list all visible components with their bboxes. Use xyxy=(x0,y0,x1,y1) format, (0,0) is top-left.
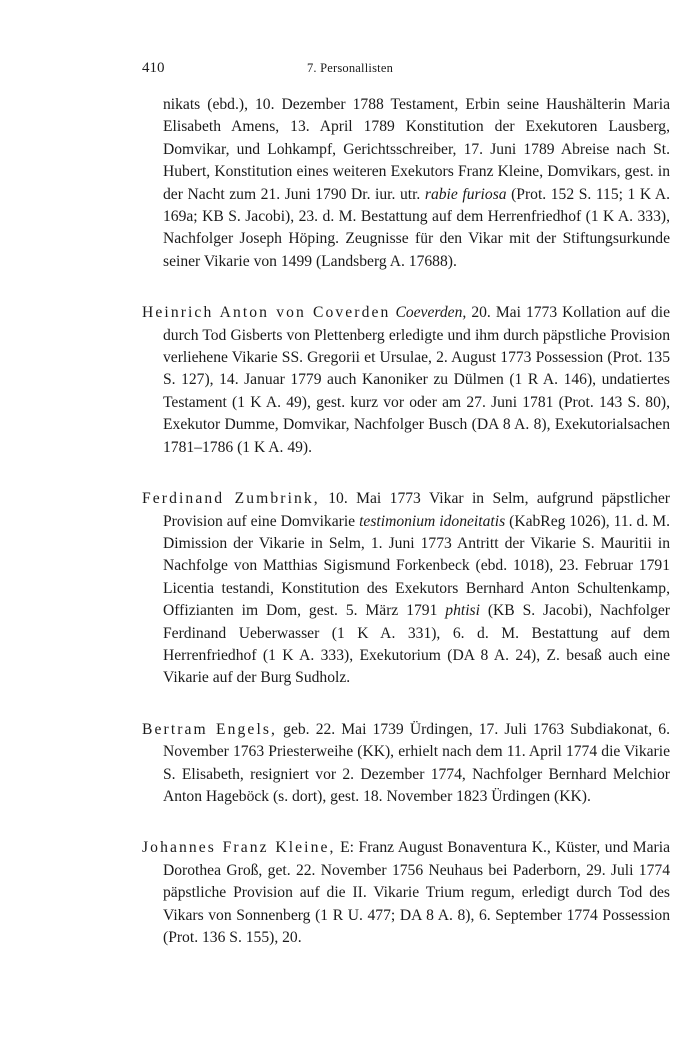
running-head: 7. Personallisten xyxy=(306,61,394,75)
entry-coverden: Heinrich Anton von Coverden Coeverden, 20. Mai 1773 Kollation auf die durch Tod Gisberts von Plettenberg erledigte und ihm durch päpstliche Provision verliehene Vikarie SS. Gregorii et Ursulae, 2. August 1773 Possession (Prot. 135 S. 127), 14. Januar 1779 auch Kanoniker zu Dülmen (1 R A. 146), undatiertes Testament (1 K A. 49), gest. kurz vor oder am 27. Juni 1781 (Prot. 143 S. 80), Exekutor Dumme, Domvikar, Nachfolger Busch (DA 8 A. 8), Exekutorialsachen 1781–1786 (1 K A. 49). xyxy=(142,304,671,456)
page-header xyxy=(0,60,700,84)
page-number: 410 xyxy=(142,60,165,76)
entry-name: Ferdinand Zumbrink, xyxy=(142,490,320,508)
entry-name: Johannes Franz Kleine, xyxy=(142,839,336,857)
entry-zumbrink: Ferdinand Zumbrink, 10. Mai 1773 Vikar in Selm, aufgrund päpstlicher Provision auf eine Domvikarie testimonium idoneitatis (KabReg 1026), 11. d. M. Dimission der Vikarie in Selm, 1. Juni 1773 Antritt der Vikarie S. Mauritii in Nachfolge von Matthias Sigismund Forkenbeck (ebd. 1018), 23. Februar 1791 Licentia testandi, Konstitution des Exekutors Bernhard Anton Schultenkamp, Offizianten im Dom, gest. 5. März 1791 phtisi (KB S. Jacobi), Nachfolger Ferdinand Ueberwasser (1 K A. 331), 6. d. M. Bestattung auf dem Herrenfriedhof (1 K A. 333), Exekutorium (DA 8 A. 24), Z. besaß auch eine Vikarie auf der Burg Sudholz. xyxy=(142,490,670,687)
entry-list xyxy=(142,94,670,978)
entry-continuation: nikats (ebd.), 10. Dezember 1788 Testament, Erbin seine Haushälterin Maria Elisabeth Amens, 13. April 1789 Konstitution der Exekutoren Lausberg, Domvikar, und Lohkampf, Gerichtsschreiber, 17. Juni 1789 Abreise nach St. Hubert, Konstitution eines weiteren Exekutors Franz Kleine, Domvikars, gest. in der Nacht zum 21. Juni 1790 Dr. iur. utr. rabie furiosa (Prot. 152 S. 115; 1 K A. 169a; KB S. Jacobi), 23. d. M. Bestattung auf dem Herrenfriedhof (1 K A. 333), Nachfolger Joseph Höping. Zeugnisse für den Vikar mit der Stiftungsurkunde seiner Vikarie von 1499 (Landsberg A. 17688). xyxy=(163,96,671,270)
entry-name: Bertram Engels, xyxy=(142,720,278,738)
entry-kleine: Johannes Franz Kleine, E: Franz August Bonaventura K., Küster, und Maria Dorothea Groß, get. 22. November 1756 Neuhaus bei Paderborn, 29. Juli 1774 päpstliche Provision auf die II. Vikarie Trium regum, erledigt durch Tod des Vikars von Sonnenberg (1 R U. 477; DA 8 A. 8), 6. September 1774 Possession (Prot. 136 S. 155), 20. xyxy=(142,839,670,946)
entry-engels: Bertram Engels, geb. 22. Mai 1739 Ürdingen, 17. Juli 1763 Subdiakonat, 6. November 1763 Priesterweihe (KK), erhielt nach dem 11. April 1774 die Vikarie S. Elisabeth, resigniert vor 2. Dezember 1774, Nachfolger Bernhard Melchior Anton Hageböck (s. dort), gest. 18. November 1823 Ürdingen (KK). xyxy=(142,720,670,805)
entry-name: Heinrich Anton von Coverden xyxy=(142,304,391,322)
